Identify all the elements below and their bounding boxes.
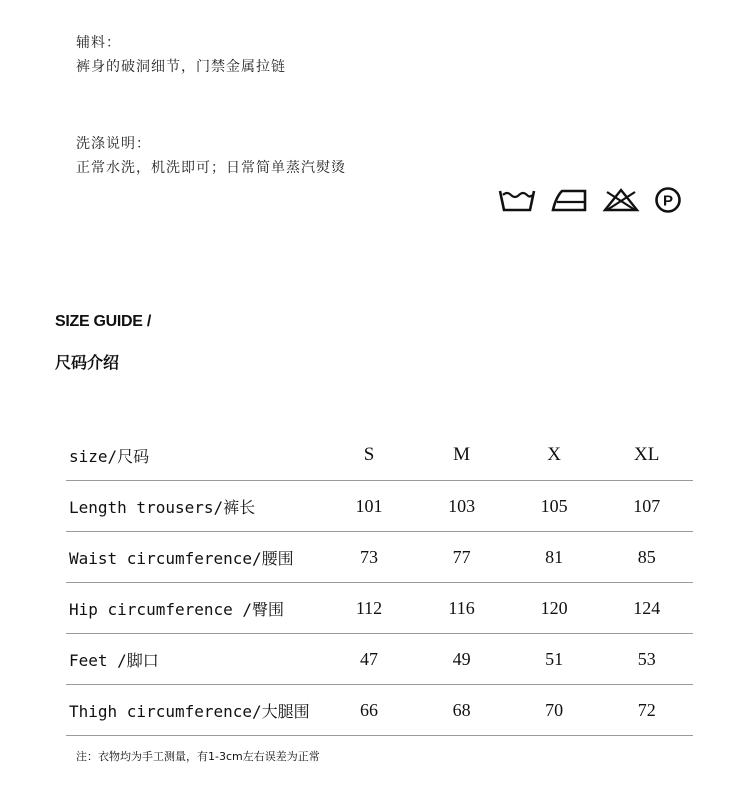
cell-value: 73 (323, 532, 416, 583)
size-header-xl: XL (600, 430, 693, 481)
wash-tub-icon (498, 187, 536, 213)
cell-value: 124 (600, 583, 693, 634)
size-table-header (66, 430, 693, 481)
iron-icon (550, 187, 588, 213)
svg-text:P: P (662, 192, 674, 210)
cell-value: 53 (600, 634, 693, 685)
cell-value: 103 (415, 481, 508, 532)
size-header-s: S (323, 430, 416, 481)
row-label: Thigh circumference/大腿围 (66, 685, 323, 736)
dry-clean-p-icon (654, 186, 682, 214)
cell-value: 51 (508, 634, 601, 685)
table-row (66, 532, 693, 583)
cell-value: 112 (323, 583, 416, 634)
cell-value: 66 (323, 685, 416, 736)
accessories-heading: 辅料： (76, 35, 121, 51)
row-label: Hip circumference /臀围 (66, 583, 323, 634)
cell-value: 120 (508, 583, 601, 634)
cell-value: 101 (323, 481, 416, 532)
cell-value: 70 (508, 685, 601, 736)
size-header-x: X (508, 430, 601, 481)
washing-heading: 洗涤说明： (76, 136, 151, 152)
size-header-m: M (415, 430, 508, 481)
care-icons (498, 186, 682, 214)
measurement-note: 注：衣物均为手工测量，有1-3cm左右误差为正常 (76, 750, 320, 763)
cell-value: 47 (323, 634, 416, 685)
table-row (66, 634, 693, 685)
row-label: Waist circumference/腰围 (66, 532, 323, 583)
row-label: Length trousers/裤长 (66, 481, 323, 532)
cell-value: 116 (415, 583, 508, 634)
accessories-text: 裤身的破洞细节，门禁金属拉链 (76, 59, 286, 75)
size-header-label: size/尺码 (66, 430, 323, 481)
cell-value: 105 (508, 481, 601, 532)
table-row (66, 685, 693, 736)
table-row (66, 583, 693, 634)
size-guide-title: SIZE GUIDE / (55, 313, 151, 330)
cell-value: 77 (415, 532, 508, 583)
no-bleach-icon (602, 187, 640, 213)
washing-text: 正常水洗，机洗即可；日常简单蒸汽熨烫 (76, 160, 346, 176)
size-guide-title-cn: 尺码介绍 (55, 353, 120, 372)
size-table (66, 430, 693, 736)
cell-value: 49 (415, 634, 508, 685)
cell-value: 81 (508, 532, 601, 583)
table-row (66, 481, 693, 532)
cell-value: 107 (600, 481, 693, 532)
cell-value: 68 (415, 685, 508, 736)
cell-value: 85 (600, 532, 693, 583)
cell-value: 72 (600, 685, 693, 736)
row-label: Feet /脚口 (66, 634, 323, 685)
